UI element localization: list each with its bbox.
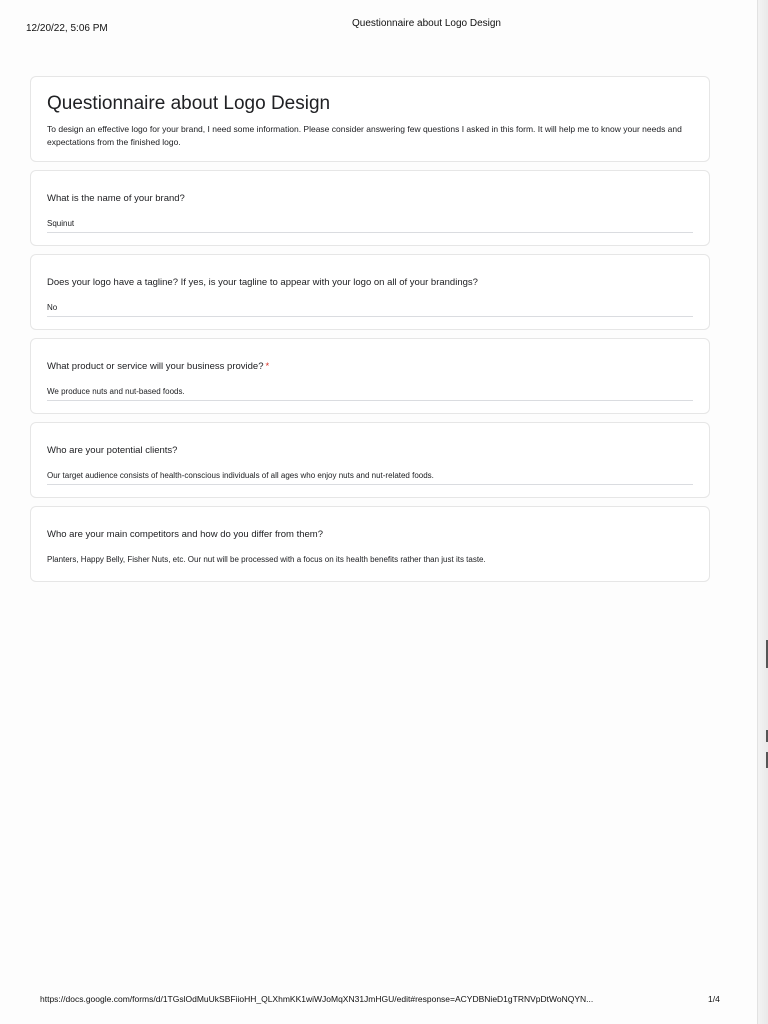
question-card [30,254,710,330]
scan-edge [757,0,768,1024]
answer-field[interactable] [47,302,693,317]
answer-field[interactable] [47,470,693,485]
answer-text: Our target audience consists of health-conscious individuals of all ages who enjoy nuts and nut-related foods. [47,471,434,480]
print-footer [40,994,730,1010]
question-text: What is the name of your brand? [47,193,185,204]
question-card [30,422,710,498]
form-container [30,76,710,590]
question-text: What product or service will your business provide? [47,361,264,372]
question-text: Who are your main competitors and how do you differ from them? [47,529,323,540]
question-text: Does your logo have a tagline? If yes, is your tagline to appear with your logo on all of your brandings? [47,277,478,288]
question-card [30,338,710,414]
print-datetime: 12/20/22, 5:06 PM [26,23,108,34]
answer-field[interactable] [47,386,693,401]
answer-text: Squinut [47,219,75,228]
form-title: Questionnaire about Logo Design [47,93,331,114]
print-header [0,0,768,40]
question-card [30,170,710,246]
question-card [30,506,710,582]
answer-text: Planters, Happy Belly, Fisher Nuts, etc. Our nut will be processed with a focus on its health benefits rather than just its taste. [47,555,486,564]
answer-text: No [47,303,58,312]
question-text: Who are your potential clients? [47,445,178,456]
footer-page-number: 1/4 [708,994,720,1004]
answer-text: We produce nuts and nut-based foods. [47,387,185,396]
question-text-with-required [47,361,693,372]
form-description: To design an effective logo for your brand, I need some information. Please consider answering few questions I asked in this form. It will help me to know your needs and expectations from the finished logo. [47,124,682,147]
required-asterisk: * [265,361,270,372]
answer-field[interactable] [47,218,693,233]
print-page-title: Questionnaire about Logo Design [352,18,501,29]
form-header-card [30,76,710,162]
footer-url: https://docs.google.com/forms/d/1TGslOdMuUkSBFiioHH_QLXhmKK1wiWJoMqXN31JmHGU/edit#response=ACYDBNieD1gTRNVpDtWoNQYN... [40,994,594,1004]
